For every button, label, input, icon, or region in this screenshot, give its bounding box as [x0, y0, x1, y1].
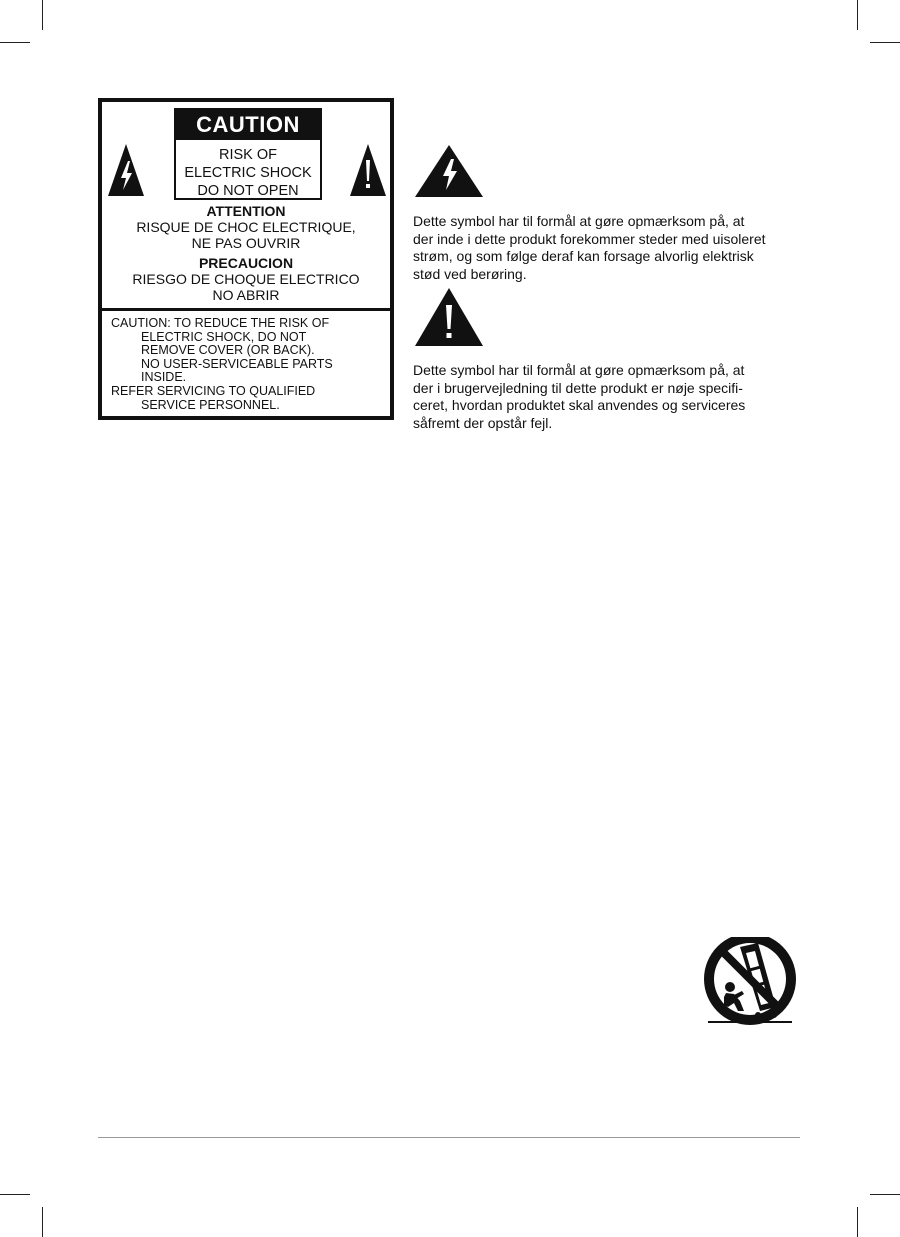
text-line: ceret, hvordan produktet skal anvendes og serviceres — [413, 397, 746, 413]
spanish-line: NO ABRIR — [212, 287, 280, 303]
instruction-line: REMOVE COVER (OR BACK). — [141, 343, 315, 358]
lightning-triangle-icon — [108, 144, 144, 196]
text-line: Dette symbol har til formål at gøre opmærksom på, at — [413, 213, 745, 229]
french-heading: ATTENTION — [206, 203, 286, 219]
lightning-symbol-text — [413, 213, 803, 283]
caution-card-line: RISK OF — [218, 147, 277, 163]
french-warning — [102, 203, 390, 251]
crop-mark — [857, 1207, 858, 1237]
instruction-line: REFER SERVICING TO QUALIFIED — [111, 383, 316, 398]
crop-mark — [42, 1207, 43, 1237]
exclamation-symbol-explanation — [413, 288, 803, 432]
crop-mark — [0, 1194, 30, 1195]
crop-mark — [42, 0, 43, 30]
caution-banner: CAUTION — [176, 110, 320, 140]
caution-card-line: DO NOT OPEN — [197, 183, 299, 199]
text-line: stød ved berøring. — [413, 265, 527, 282]
instruction-line: CAUTION: TO REDUCE THE RISK OF — [111, 316, 330, 330]
instruction-line: INSIDE. — [141, 370, 187, 385]
lightning-triangle-icon — [413, 145, 485, 197]
spanish-warning — [102, 255, 390, 303]
text-line: strøm, og som følge deraf kan forsage alvorlig elektrisk — [413, 248, 754, 264]
exclamation-symbol-text — [413, 362, 803, 432]
crop-mark — [870, 42, 900, 43]
text-line: Dette symbol har til formål at gøre opmærksom på, at — [413, 362, 745, 378]
crop-mark — [870, 1194, 900, 1195]
crop-mark — [857, 0, 858, 30]
spanish-line: RIESGO DE CHOQUE ELECTRICO — [132, 271, 360, 287]
caution-label-upper — [102, 102, 390, 308]
text-line: der inde i dette produkt forekommer steder med uisoleret — [413, 230, 766, 247]
text-line: såfremt der opstår fejl. — [413, 414, 553, 431]
caution-card — [174, 108, 322, 200]
caution-instructions-text — [102, 311, 390, 412]
french-line: RISQUE DE CHOC ELECTRIQUE, — [136, 219, 356, 235]
exclamation-triangle-icon — [413, 288, 485, 346]
caution-card-line: ELECTRIC SHOCK — [184, 165, 312, 181]
caution-instructions — [102, 311, 390, 412]
instruction-line: SERVICE PERSONNEL. — [141, 397, 280, 412]
exclamation-triangle-icon — [350, 144, 386, 196]
text-line: der i brugervejledning til dette produkt er nøje specifi- — [413, 379, 743, 396]
crop-mark — [0, 42, 30, 43]
footer-rule — [98, 1137, 800, 1138]
cart-tip-over-warning-icon — [700, 937, 800, 1027]
lightning-symbol-explanation — [413, 145, 803, 283]
french-line: NE PAS OUVRIR — [191, 235, 301, 251]
instruction-line: NO USER-SERVICEABLE PARTS — [141, 356, 333, 371]
spanish-heading: PRECAUCION — [198, 255, 294, 271]
caution-label — [98, 98, 394, 420]
instruction-line: ELECTRIC SHOCK, DO NOT — [141, 329, 307, 344]
